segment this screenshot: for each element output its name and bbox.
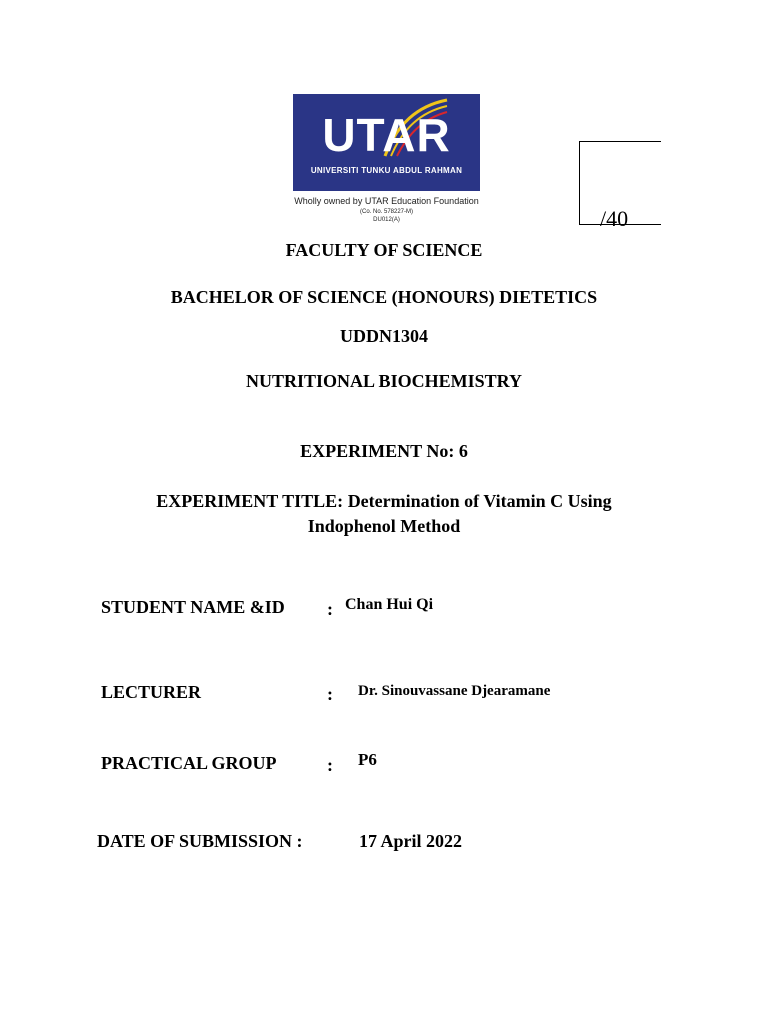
total-mark: /40 bbox=[600, 206, 629, 231]
student-name-label: STUDENT NAME &ID bbox=[101, 597, 285, 617]
logo-wordmark-part: UT bbox=[322, 109, 383, 161]
programme-heading: BACHELOR OF SCIENCE (HONOURS) DIETETICS bbox=[170, 287, 598, 307]
experiment-title-line bbox=[0, 489, 768, 514]
experiment-title-line: Indophenol Method bbox=[307, 516, 461, 536]
logo-registration: DU012(A) bbox=[373, 217, 400, 223]
submission-date-label: DATE OF SUBMISSION : bbox=[97, 831, 303, 851]
field-colon: : bbox=[327, 599, 333, 619]
utar-logo bbox=[293, 94, 480, 191]
experiment-title bbox=[0, 489, 768, 539]
experiment-title-text: Determination of Vitamin C Using bbox=[347, 491, 612, 511]
submission-date-value: 17 April 2022 bbox=[359, 831, 463, 851]
lecturer-label: LECTURER bbox=[101, 682, 202, 702]
logo-owned-by: Wholly owned by UTAR Education Foundation bbox=[294, 196, 479, 206]
lecturer-value: Dr. Sinouvassane Djearamane bbox=[358, 683, 551, 699]
course-name: NUTRITIONAL BIOCHEMISTRY bbox=[246, 371, 522, 391]
logo-wordmark-part: R bbox=[416, 109, 451, 161]
logo-wordmark bbox=[293, 108, 480, 162]
logo-company-no: (Co. No. 578227-M) bbox=[359, 209, 414, 215]
logo-university-name: UNIVERSITI TUNKU ABDUL RAHMAN bbox=[310, 166, 463, 175]
practical-group-value: P6 bbox=[358, 750, 377, 769]
course-code: UDDN1304 bbox=[340, 326, 428, 346]
field-colon: : bbox=[327, 684, 333, 704]
experiment-number: EXPERIMENT No: 6 bbox=[300, 441, 468, 461]
experiment-title-label: EXPERIMENT TITLE: bbox=[156, 491, 344, 511]
logo-wordmark-accent: A bbox=[382, 109, 417, 161]
field-colon: : bbox=[327, 755, 333, 775]
practical-group-label: PRACTICAL GROUP bbox=[101, 753, 277, 773]
faculty-heading: FACULTY OF SCIENCE bbox=[285, 240, 483, 260]
student-name-value: Chan Hui Qi bbox=[345, 596, 434, 613]
